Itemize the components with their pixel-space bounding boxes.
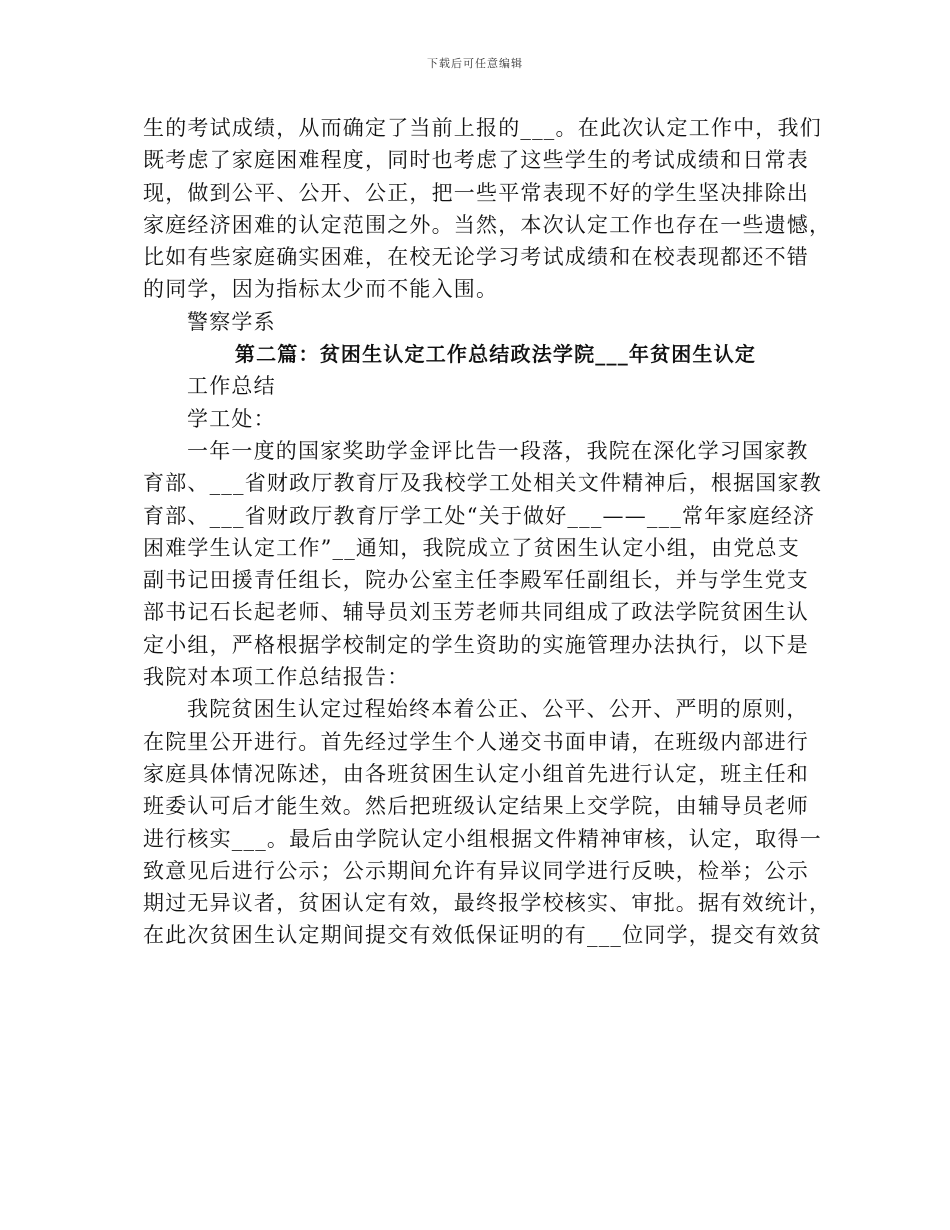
document-body bbox=[143, 112, 832, 952]
text-line: 进行核实___。最后由学院认定小组根据文件精神审核，认定，取得一 bbox=[143, 826, 822, 851]
text-line: 现，做到公平、公开、公正，把一些平常表现不好的学生坚决排除出 bbox=[143, 180, 809, 205]
text-line: 我院对本项工作总结报告： bbox=[143, 665, 410, 690]
text-line: 在此次贫困生认定期间提交有效低保证明的有___位同学，提交有效贫 bbox=[143, 923, 822, 948]
text-line: 在院里公开进行。首先经过学生个人递交书面申请，在班级内部进行 bbox=[143, 729, 809, 754]
text-line: 一年一度的国家奖助学金评比告一段落，我院在深化学习国家教 bbox=[187, 438, 809, 463]
text-line: 比如有些家庭确实困难，在校无论学习考试成绩和在校表现都还不错 bbox=[143, 245, 809, 270]
text-line: 育部、___省财政厅教育厅及我校学工处相关文件精神后，根据国家教 bbox=[143, 471, 822, 496]
text-line: 副书记田援青任组长，院办公室主任李殿军任副组长，并与学生党支 bbox=[143, 568, 809, 593]
text-line: 既考虑了家庭困难程度，同时也考虑了这些学生的考试成绩和日常表 bbox=[143, 148, 809, 173]
text-line: 班委认可后才能生效。然后把班级认定结果上交学院，由辅导员老师 bbox=[143, 794, 809, 819]
section-heading-continued: 工作总结 bbox=[187, 374, 276, 399]
department-signature: 警察学系 bbox=[187, 309, 276, 334]
text-line: 部书记石长起老师、辅导员刘玉芳老师共同组成了政法学院贫困生认 bbox=[143, 600, 809, 625]
text-line: 我院贫困生认定过程始终本着公正、公平、公开、严明的原则， bbox=[187, 697, 809, 722]
text-line: 的同学，因为指标太少而不能入围。 bbox=[143, 277, 499, 302]
text-line: 家庭经济困难的认定范围之外。当然，本次认定工作也存在一些遗憾， bbox=[143, 212, 832, 237]
text-line: 困难学生认定工作”__通知，我院成立了贫困生认定小组，由党总支 bbox=[143, 535, 800, 560]
text-line: 生的考试成绩，从而确定了当前上报的___。在此次认定工作中，我们 bbox=[143, 116, 822, 140]
page-header: 下载后可任意编辑 bbox=[427, 57, 523, 70]
section-heading: 第二篇：贫困生认定工作总结政法学院___年贫困生认定 bbox=[234, 342, 757, 367]
salutation: 学工处： bbox=[187, 406, 276, 431]
text-line: 致意见后进行公示；公示期间允许有异议同学进行反映，检举；公示 bbox=[143, 858, 809, 883]
text-line: 期过无异议者，贫困认定有效，最终报学校核实、审批。据有效统计， bbox=[143, 891, 832, 916]
text-line: 定小组，严格根据学校制定的学生资助的实施管理办法执行，以下是 bbox=[143, 632, 809, 657]
text-line: 家庭具体情况陈述，由各班贫困生认定小组首先进行认定，班主任和 bbox=[143, 761, 809, 786]
text-line: 育部、___省财政厅教育厅学工处“关于做好___——___常年家庭经济 bbox=[143, 503, 816, 528]
